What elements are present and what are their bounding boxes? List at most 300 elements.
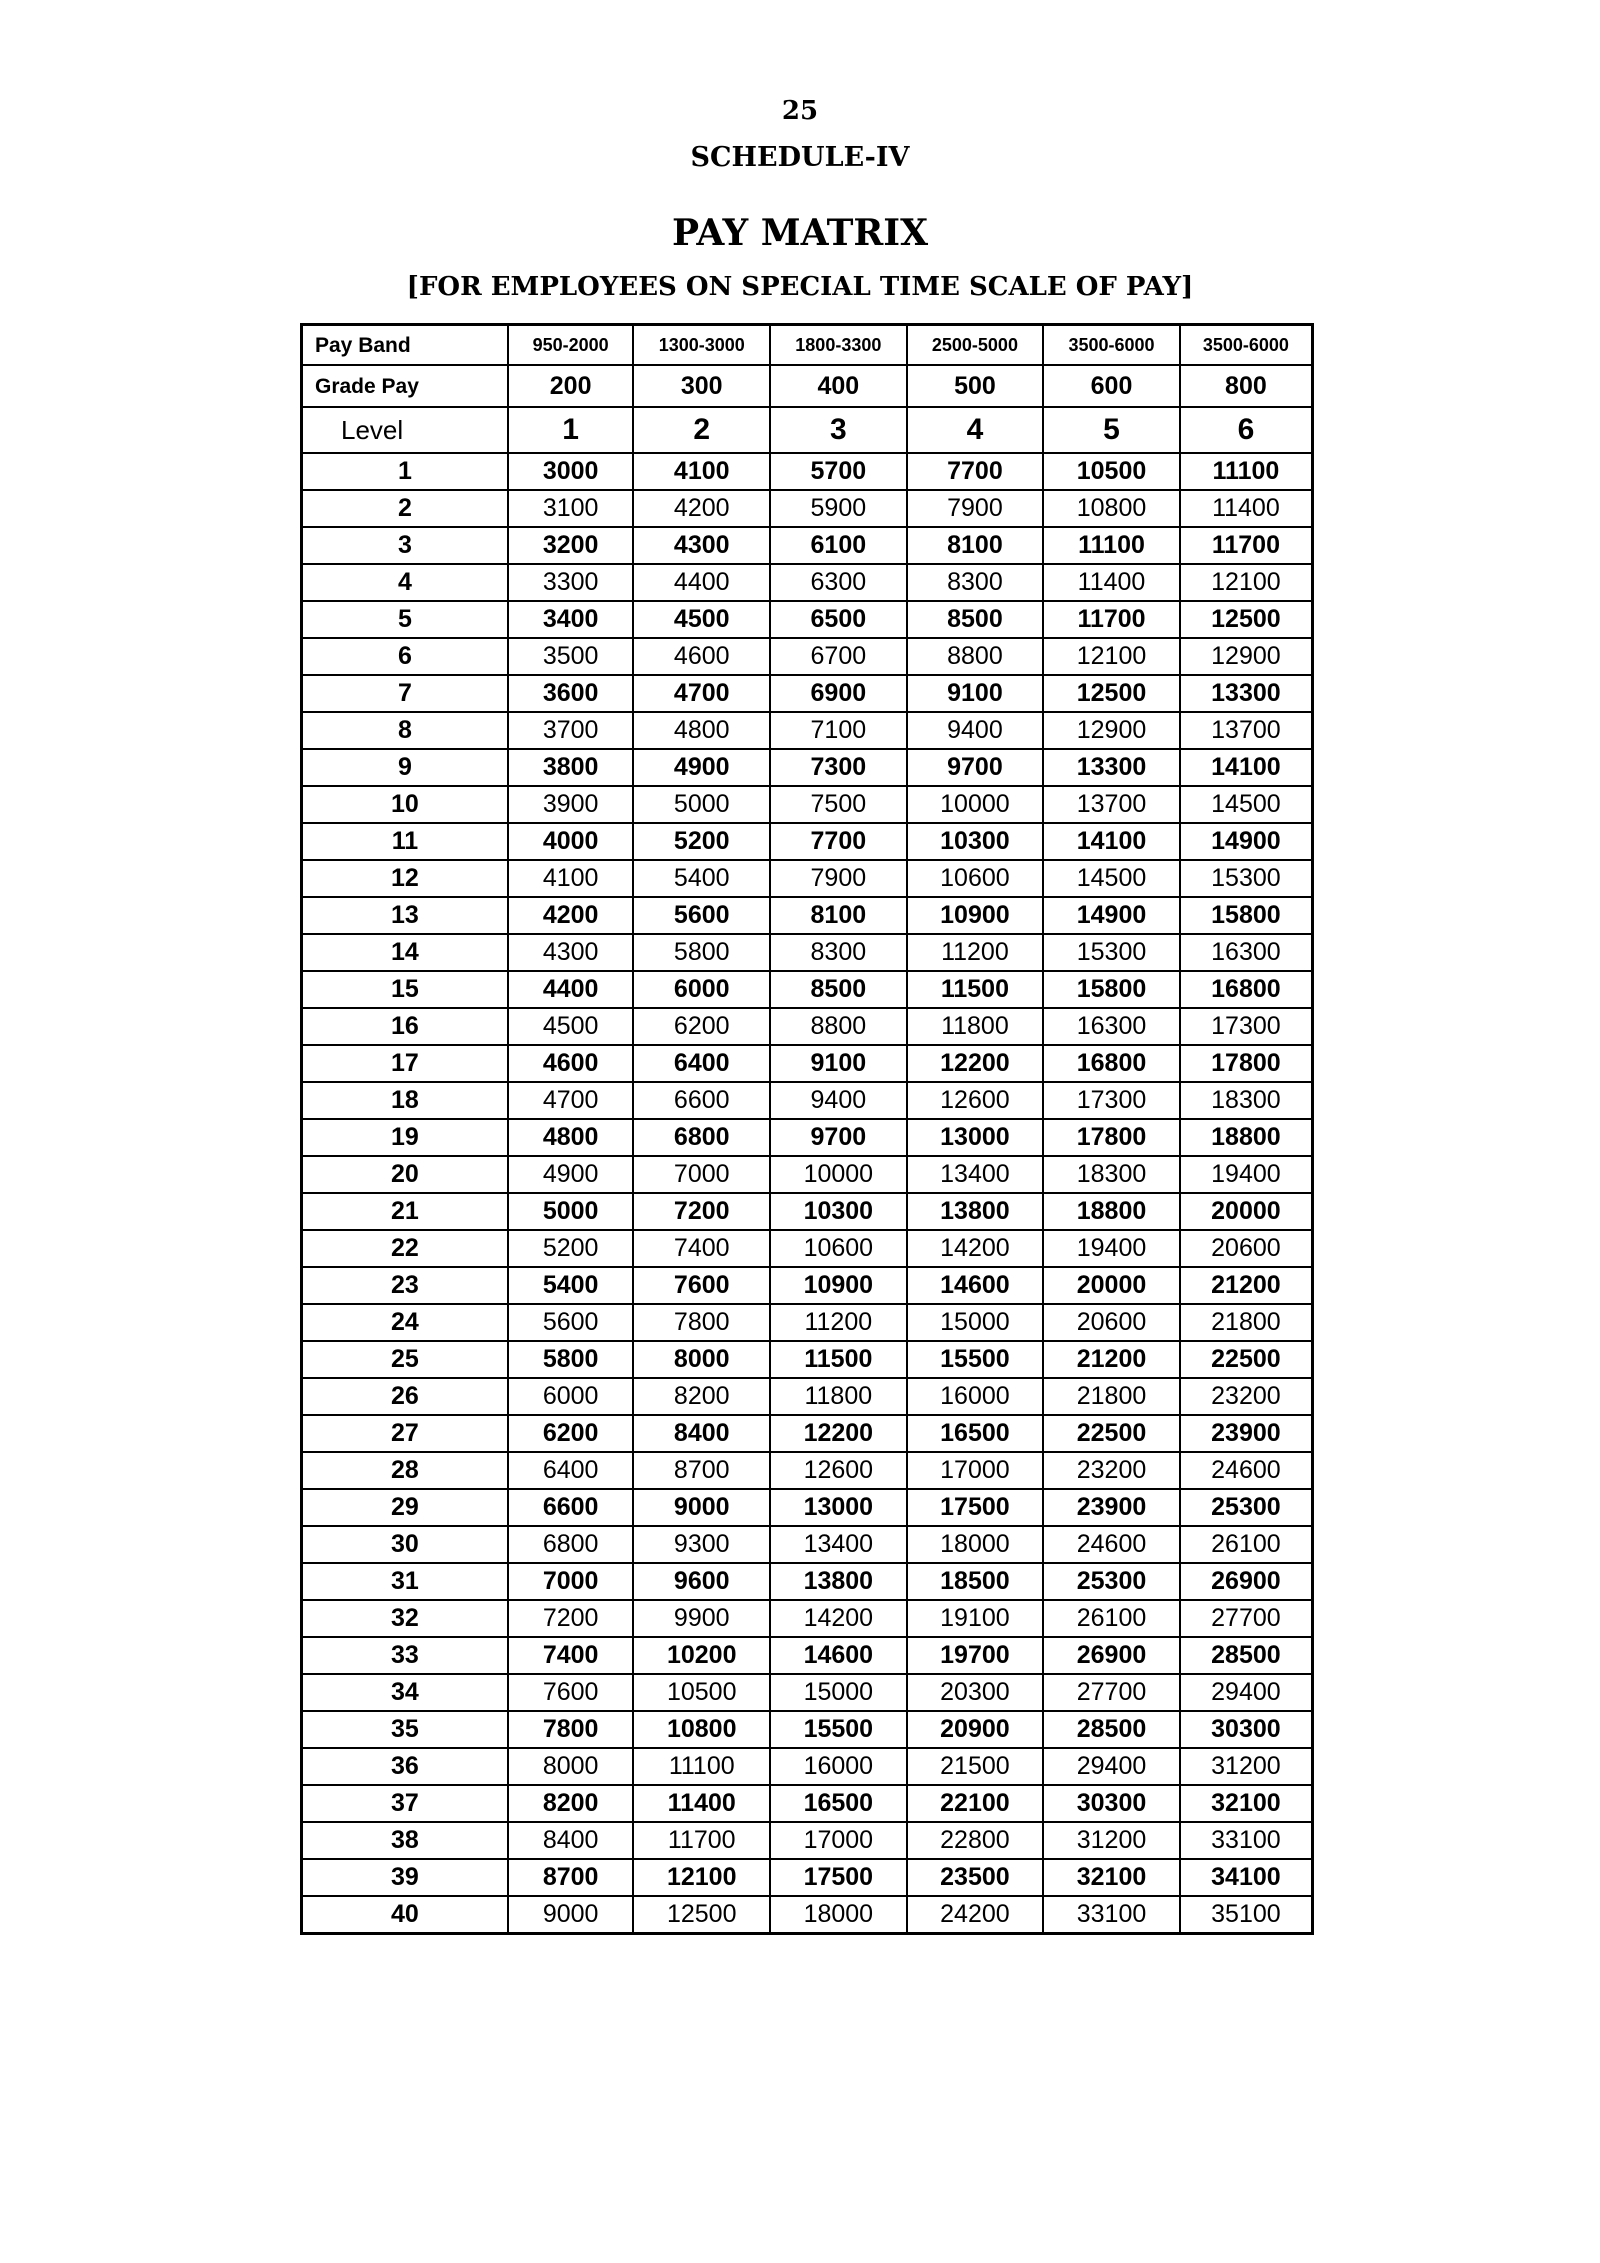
pay-value-cell: 10900 (770, 1267, 907, 1304)
pay-value-cell: 8100 (770, 897, 907, 934)
pay-value-cell: 8100 (907, 527, 1044, 564)
pay-value-cell: 6900 (770, 675, 907, 712)
pay-value-cell: 6400 (633, 1045, 770, 1082)
table-row (302, 490, 1313, 527)
grade-pay-cell: 800 (1180, 365, 1313, 407)
pay-value-cell: 7800 (633, 1304, 770, 1341)
pay-value-cell: 8200 (508, 1785, 634, 1822)
row-index-cell: 27 (302, 1415, 508, 1452)
table-row (302, 527, 1313, 564)
row-index-cell: 19 (302, 1119, 508, 1156)
pay-value-cell: 14600 (770, 1637, 907, 1674)
pay-value-cell: 9100 (770, 1045, 907, 1082)
pay-value-cell: 8000 (633, 1341, 770, 1378)
table-row (302, 1896, 1313, 1934)
pay-band-label: Pay Band (302, 325, 508, 366)
row-index-cell: 32 (302, 1600, 508, 1637)
pay-value-cell: 3500 (508, 638, 634, 675)
pay-value-cell: 6600 (508, 1489, 634, 1526)
table-row (302, 749, 1313, 786)
row-index-cell: 34 (302, 1674, 508, 1711)
pay-value-cell: 13700 (1180, 712, 1313, 749)
pay-value-cell: 21200 (1180, 1267, 1313, 1304)
table-row (302, 453, 1313, 490)
pay-value-cell: 23900 (1180, 1415, 1313, 1452)
grade-pay-cell: 500 (907, 365, 1044, 407)
table-row (302, 712, 1313, 749)
pay-value-cell: 20000 (1043, 1267, 1180, 1304)
pay-value-cell: 24600 (1180, 1452, 1313, 1489)
pay-value-cell: 22100 (907, 1785, 1044, 1822)
pay-value-cell: 8300 (907, 564, 1044, 601)
pay-value-cell: 11500 (907, 971, 1044, 1008)
pay-value-cell: 8500 (907, 601, 1044, 638)
pay-value-cell: 25300 (1043, 1563, 1180, 1600)
pay-value-cell: 18000 (770, 1896, 907, 1934)
pay-value-cell: 19100 (907, 1600, 1044, 1637)
pay-band-cell: 1300-3000 (633, 325, 770, 366)
pay-value-cell: 4500 (633, 601, 770, 638)
pay-value-cell: 5900 (770, 490, 907, 527)
pay-value-cell: 9700 (770, 1119, 907, 1156)
pay-value-cell: 5600 (508, 1304, 634, 1341)
level-cell: 5 (1043, 407, 1180, 453)
table-row (302, 1563, 1313, 1600)
pay-value-cell: 9300 (633, 1526, 770, 1563)
level-cell: 2 (633, 407, 770, 453)
pay-value-cell: 32100 (1180, 1785, 1313, 1822)
pay-value-cell: 13000 (770, 1489, 907, 1526)
pay-value-cell: 7700 (770, 823, 907, 860)
pay-value-cell: 10000 (907, 786, 1044, 823)
table-row (302, 897, 1313, 934)
table-row (302, 1119, 1313, 1156)
table-row (302, 971, 1313, 1008)
pay-value-cell: 7100 (770, 712, 907, 749)
pay-value-cell: 7000 (633, 1156, 770, 1193)
pay-value-cell: 5800 (633, 934, 770, 971)
pay-value-cell: 5400 (633, 860, 770, 897)
pay-value-cell: 5700 (770, 453, 907, 490)
pay-value-cell: 13800 (907, 1193, 1044, 1230)
level-row (302, 407, 1313, 453)
pay-value-cell: 11200 (770, 1304, 907, 1341)
pay-value-cell: 28500 (1043, 1711, 1180, 1748)
pay-band-cell: 1800-3300 (770, 325, 907, 366)
pay-value-cell: 15000 (907, 1304, 1044, 1341)
pay-value-cell: 4600 (633, 638, 770, 675)
pay-value-cell: 23200 (1043, 1452, 1180, 1489)
pay-value-cell: 5800 (508, 1341, 634, 1378)
pay-value-cell: 16800 (1180, 971, 1313, 1008)
pay-band-row (302, 325, 1313, 366)
pay-value-cell: 9000 (508, 1896, 634, 1934)
pay-value-cell: 15300 (1043, 934, 1180, 971)
pay-value-cell: 8200 (633, 1378, 770, 1415)
pay-value-cell: 6800 (508, 1526, 634, 1563)
pay-value-cell: 4800 (633, 712, 770, 749)
pay-value-cell: 4400 (508, 971, 634, 1008)
pay-value-cell: 9400 (907, 712, 1044, 749)
table-row (302, 1304, 1313, 1341)
pay-value-cell: 15800 (1043, 971, 1180, 1008)
pay-value-cell: 10800 (1043, 490, 1180, 527)
pay-value-cell: 10200 (633, 1637, 770, 1674)
level-label: Level (302, 407, 508, 453)
pay-value-cell: 4100 (633, 453, 770, 490)
table-row (302, 1378, 1313, 1415)
pay-value-cell: 11800 (770, 1378, 907, 1415)
pay-value-cell: 5000 (508, 1193, 634, 1230)
table-row (302, 1600, 1313, 1637)
pay-value-cell: 12900 (1043, 712, 1180, 749)
pay-value-cell: 7200 (633, 1193, 770, 1230)
pay-value-cell: 11100 (633, 1748, 770, 1785)
table-row (302, 1082, 1313, 1119)
pay-value-cell: 15500 (770, 1711, 907, 1748)
pay-value-cell: 21800 (1043, 1378, 1180, 1415)
pay-value-cell: 3800 (508, 749, 634, 786)
pay-value-cell: 12500 (1043, 675, 1180, 712)
pay-value-cell: 26900 (1180, 1563, 1313, 1600)
pay-value-cell: 14100 (1043, 823, 1180, 860)
pay-value-cell: 3700 (508, 712, 634, 749)
pay-value-cell: 12500 (633, 1896, 770, 1934)
row-index-cell: 31 (302, 1563, 508, 1600)
pay-value-cell: 8400 (633, 1415, 770, 1452)
pay-value-cell: 3300 (508, 564, 634, 601)
table-row (302, 1711, 1313, 1748)
pay-value-cell: 3000 (508, 453, 634, 490)
pay-value-cell: 13300 (1180, 675, 1313, 712)
pay-band-cell: 2500-5000 (907, 325, 1044, 366)
pay-value-cell: 8800 (770, 1008, 907, 1045)
pay-band-cell: 3500-6000 (1180, 325, 1313, 366)
row-index-cell: 35 (302, 1711, 508, 1748)
table-row (302, 1341, 1313, 1378)
pay-value-cell: 10600 (770, 1230, 907, 1267)
table-row (302, 1859, 1313, 1896)
pay-value-cell: 17500 (770, 1859, 907, 1896)
pay-value-cell: 14100 (1180, 749, 1313, 786)
pay-value-cell: 4000 (508, 823, 634, 860)
page-number: 25 (781, 96, 819, 126)
pay-value-cell: 5400 (508, 1267, 634, 1304)
pay-value-cell: 24200 (907, 1896, 1044, 1934)
pay-value-cell: 6700 (770, 638, 907, 675)
table-row (302, 860, 1313, 897)
pay-value-cell: 27700 (1180, 1600, 1313, 1637)
pay-value-cell: 25300 (1180, 1489, 1313, 1526)
page-title: PAY MATRIX (671, 212, 929, 254)
row-index-cell: 18 (302, 1082, 508, 1119)
pay-value-cell: 8300 (770, 934, 907, 971)
pay-value-cell: 4800 (508, 1119, 634, 1156)
row-index-cell: 36 (302, 1748, 508, 1785)
pay-value-cell: 6100 (770, 527, 907, 564)
pay-value-cell: 35100 (1180, 1896, 1313, 1934)
table-row (302, 823, 1313, 860)
pay-value-cell: 7300 (770, 749, 907, 786)
pay-value-cell: 8000 (508, 1748, 634, 1785)
pay-value-cell: 6200 (508, 1415, 634, 1452)
pay-value-cell: 13700 (1043, 786, 1180, 823)
table-row (302, 564, 1313, 601)
row-index-cell: 39 (302, 1859, 508, 1896)
grade-pay-cell: 600 (1043, 365, 1180, 407)
pay-value-cell: 14200 (907, 1230, 1044, 1267)
pay-value-cell: 12600 (770, 1452, 907, 1489)
row-index-cell: 7 (302, 675, 508, 712)
pay-value-cell: 4300 (633, 527, 770, 564)
row-index-cell: 28 (302, 1452, 508, 1489)
row-index-cell: 16 (302, 1008, 508, 1045)
pay-value-cell: 8700 (508, 1859, 634, 1896)
pay-value-cell: 32100 (1043, 1859, 1180, 1896)
row-index-cell: 12 (302, 860, 508, 897)
row-index-cell: 23 (302, 1267, 508, 1304)
pay-value-cell: 15300 (1180, 860, 1313, 897)
table-row (302, 1822, 1313, 1859)
pay-value-cell: 7900 (770, 860, 907, 897)
pay-value-cell: 4300 (508, 934, 634, 971)
pay-value-cell: 15000 (770, 1674, 907, 1711)
pay-value-cell: 18800 (1043, 1193, 1180, 1230)
grade-pay-cell: 300 (633, 365, 770, 407)
table-row (302, 1452, 1313, 1489)
row-index-cell: 40 (302, 1896, 508, 1934)
pay-value-cell: 20300 (907, 1674, 1044, 1711)
pay-value-cell: 26100 (1180, 1526, 1313, 1563)
pay-value-cell: 14900 (1180, 823, 1313, 860)
table-row (302, 1193, 1313, 1230)
row-index-cell: 33 (302, 1637, 508, 1674)
pay-value-cell: 30300 (1043, 1785, 1180, 1822)
row-index-cell: 30 (302, 1526, 508, 1563)
row-index-cell: 14 (302, 934, 508, 971)
pay-value-cell: 20000 (1180, 1193, 1313, 1230)
table-row (302, 1415, 1313, 1452)
pay-value-cell: 6200 (633, 1008, 770, 1045)
pay-value-cell: 33100 (1180, 1822, 1313, 1859)
pay-band-cell: 950-2000 (508, 325, 634, 366)
pay-value-cell: 14500 (1043, 860, 1180, 897)
row-index-cell: 5 (302, 601, 508, 638)
row-index-cell: 17 (302, 1045, 508, 1082)
row-index-cell: 20 (302, 1156, 508, 1193)
row-index-cell: 26 (302, 1378, 508, 1415)
pay-value-cell: 31200 (1180, 1748, 1313, 1785)
pay-value-cell: 19700 (907, 1637, 1044, 1674)
pay-value-cell: 6400 (508, 1452, 634, 1489)
pay-value-cell: 21200 (1043, 1341, 1180, 1378)
pay-value-cell: 19400 (1043, 1230, 1180, 1267)
pay-value-cell: 11700 (633, 1822, 770, 1859)
pay-value-cell: 29400 (1043, 1748, 1180, 1785)
pay-value-cell: 18500 (907, 1563, 1044, 1600)
grade-pay-cell: 400 (770, 365, 907, 407)
schedule-heading: SCHEDULE-IV (690, 142, 910, 173)
pay-value-cell: 16500 (770, 1785, 907, 1822)
level-cell: 6 (1180, 407, 1313, 453)
row-index-cell: 4 (302, 564, 508, 601)
row-index-cell: 38 (302, 1822, 508, 1859)
table-row (302, 638, 1313, 675)
pay-value-cell: 33100 (1043, 1896, 1180, 1934)
pay-value-cell: 9000 (633, 1489, 770, 1526)
pay-value-cell: 26900 (1043, 1637, 1180, 1674)
table-row (302, 1489, 1313, 1526)
pay-value-cell: 11200 (907, 934, 1044, 971)
row-index-cell: 25 (302, 1341, 508, 1378)
pay-value-cell: 12100 (1043, 638, 1180, 675)
pay-value-cell: 7800 (508, 1711, 634, 1748)
pay-value-cell: 11100 (1180, 453, 1313, 490)
pay-value-cell: 7700 (907, 453, 1044, 490)
pay-value-cell: 30300 (1180, 1711, 1313, 1748)
row-index-cell: 15 (302, 971, 508, 1008)
pay-value-cell: 9600 (633, 1563, 770, 1600)
level-cell: 4 (907, 407, 1044, 453)
pay-value-cell: 12200 (770, 1415, 907, 1452)
row-index-cell: 2 (302, 490, 508, 527)
pay-value-cell: 14600 (907, 1267, 1044, 1304)
pay-value-cell: 11800 (907, 1008, 1044, 1045)
pay-value-cell: 17500 (907, 1489, 1044, 1526)
pay-value-cell: 10300 (770, 1193, 907, 1230)
pay-value-cell: 18300 (1180, 1082, 1313, 1119)
row-index-cell: 6 (302, 638, 508, 675)
pay-value-cell: 9100 (907, 675, 1044, 712)
pay-value-cell: 10900 (907, 897, 1044, 934)
level-cell: 3 (770, 407, 907, 453)
pay-value-cell: 7600 (633, 1267, 770, 1304)
pay-value-cell: 16000 (770, 1748, 907, 1785)
pay-value-cell: 4200 (508, 897, 634, 934)
pay-value-cell: 27700 (1043, 1674, 1180, 1711)
pay-value-cell: 11400 (1180, 490, 1313, 527)
pay-value-cell: 4100 (508, 860, 634, 897)
pay-value-cell: 17800 (1043, 1119, 1180, 1156)
row-index-cell: 3 (302, 527, 508, 564)
table-row (302, 1267, 1313, 1304)
row-index-cell: 21 (302, 1193, 508, 1230)
pay-value-cell: 8700 (633, 1452, 770, 1489)
pay-value-cell: 13400 (770, 1526, 907, 1563)
pay-value-cell: 7400 (633, 1230, 770, 1267)
pay-value-cell: 11500 (770, 1341, 907, 1378)
pay-value-cell: 22800 (907, 1822, 1044, 1859)
level-cell: 1 (508, 407, 634, 453)
pay-value-cell: 7600 (508, 1674, 634, 1711)
table-row (302, 1045, 1313, 1082)
pay-value-cell: 13800 (770, 1563, 907, 1600)
row-index-cell: 24 (302, 1304, 508, 1341)
table-row (302, 601, 1313, 638)
grade-pay-row (302, 365, 1313, 407)
row-index-cell: 10 (302, 786, 508, 823)
row-index-cell: 9 (302, 749, 508, 786)
pay-value-cell: 6000 (508, 1378, 634, 1415)
page-subtitle: [FOR EMPLOYEES ON SPECIAL TIME SCALE OF PAY] (406, 272, 1194, 302)
pay-value-cell: 20600 (1180, 1230, 1313, 1267)
table-row (302, 1674, 1313, 1711)
pay-value-cell: 13300 (1043, 749, 1180, 786)
table-row (302, 786, 1313, 823)
pay-value-cell: 6300 (770, 564, 907, 601)
pay-value-cell: 12900 (1180, 638, 1313, 675)
pay-value-cell: 20900 (907, 1711, 1044, 1748)
pay-value-cell: 4400 (633, 564, 770, 601)
table-row (302, 934, 1313, 971)
pay-value-cell: 29400 (1180, 1674, 1313, 1711)
pay-value-cell: 9700 (907, 749, 1044, 786)
pay-value-cell: 7000 (508, 1563, 634, 1600)
pay-value-cell: 12600 (907, 1082, 1044, 1119)
pay-value-cell: 12100 (1180, 564, 1313, 601)
pay-band-cell: 3500-6000 (1043, 325, 1180, 366)
pay-value-cell: 12500 (1180, 601, 1313, 638)
pay-value-cell: 18000 (907, 1526, 1044, 1563)
pay-value-cell: 7200 (508, 1600, 634, 1637)
pay-value-cell: 23900 (1043, 1489, 1180, 1526)
pay-value-cell: 22500 (1043, 1415, 1180, 1452)
pay-value-cell: 14900 (1043, 897, 1180, 934)
table-row (302, 1008, 1313, 1045)
pay-value-cell: 11700 (1043, 601, 1180, 638)
pay-value-cell: 17000 (770, 1822, 907, 1859)
pay-value-cell: 10600 (907, 860, 1044, 897)
pay-value-cell: 4700 (633, 675, 770, 712)
pay-value-cell: 18300 (1043, 1156, 1180, 1193)
pay-value-cell: 15800 (1180, 897, 1313, 934)
grade-pay-label: Grade Pay (302, 365, 508, 407)
pay-value-cell: 17800 (1180, 1045, 1313, 1082)
pay-value-cell: 19400 (1180, 1156, 1313, 1193)
pay-value-cell: 15500 (907, 1341, 1044, 1378)
row-index-cell: 13 (302, 897, 508, 934)
pay-value-cell: 3900 (508, 786, 634, 823)
pay-value-cell: 4900 (508, 1156, 634, 1193)
pay-value-cell: 7900 (907, 490, 1044, 527)
pay-value-cell: 8800 (907, 638, 1044, 675)
table-row (302, 1526, 1313, 1563)
table-row (302, 1156, 1313, 1193)
table-row (302, 1785, 1313, 1822)
pay-value-cell: 31200 (1043, 1822, 1180, 1859)
pay-value-cell: 12100 (633, 1859, 770, 1896)
pay-value-cell: 10300 (907, 823, 1044, 860)
pay-value-cell: 9900 (633, 1600, 770, 1637)
pay-value-cell: 11700 (1180, 527, 1313, 564)
pay-value-cell: 11400 (633, 1785, 770, 1822)
pay-value-cell: 16300 (1043, 1008, 1180, 1045)
row-index-cell: 29 (302, 1489, 508, 1526)
pay-value-cell: 10800 (633, 1711, 770, 1748)
pay-value-cell: 16000 (907, 1378, 1044, 1415)
pay-value-cell: 28500 (1180, 1637, 1313, 1674)
pay-value-cell: 8400 (508, 1822, 634, 1859)
pay-value-cell: 7500 (770, 786, 907, 823)
pay-value-cell: 34100 (1180, 1859, 1313, 1896)
pay-value-cell: 9400 (770, 1082, 907, 1119)
pay-value-cell: 16300 (1180, 934, 1313, 971)
pay-value-cell: 3600 (508, 675, 634, 712)
pay-value-cell: 4900 (633, 749, 770, 786)
pay-value-cell: 16800 (1043, 1045, 1180, 1082)
pay-value-cell: 3400 (508, 601, 634, 638)
pay-value-cell: 6600 (633, 1082, 770, 1119)
